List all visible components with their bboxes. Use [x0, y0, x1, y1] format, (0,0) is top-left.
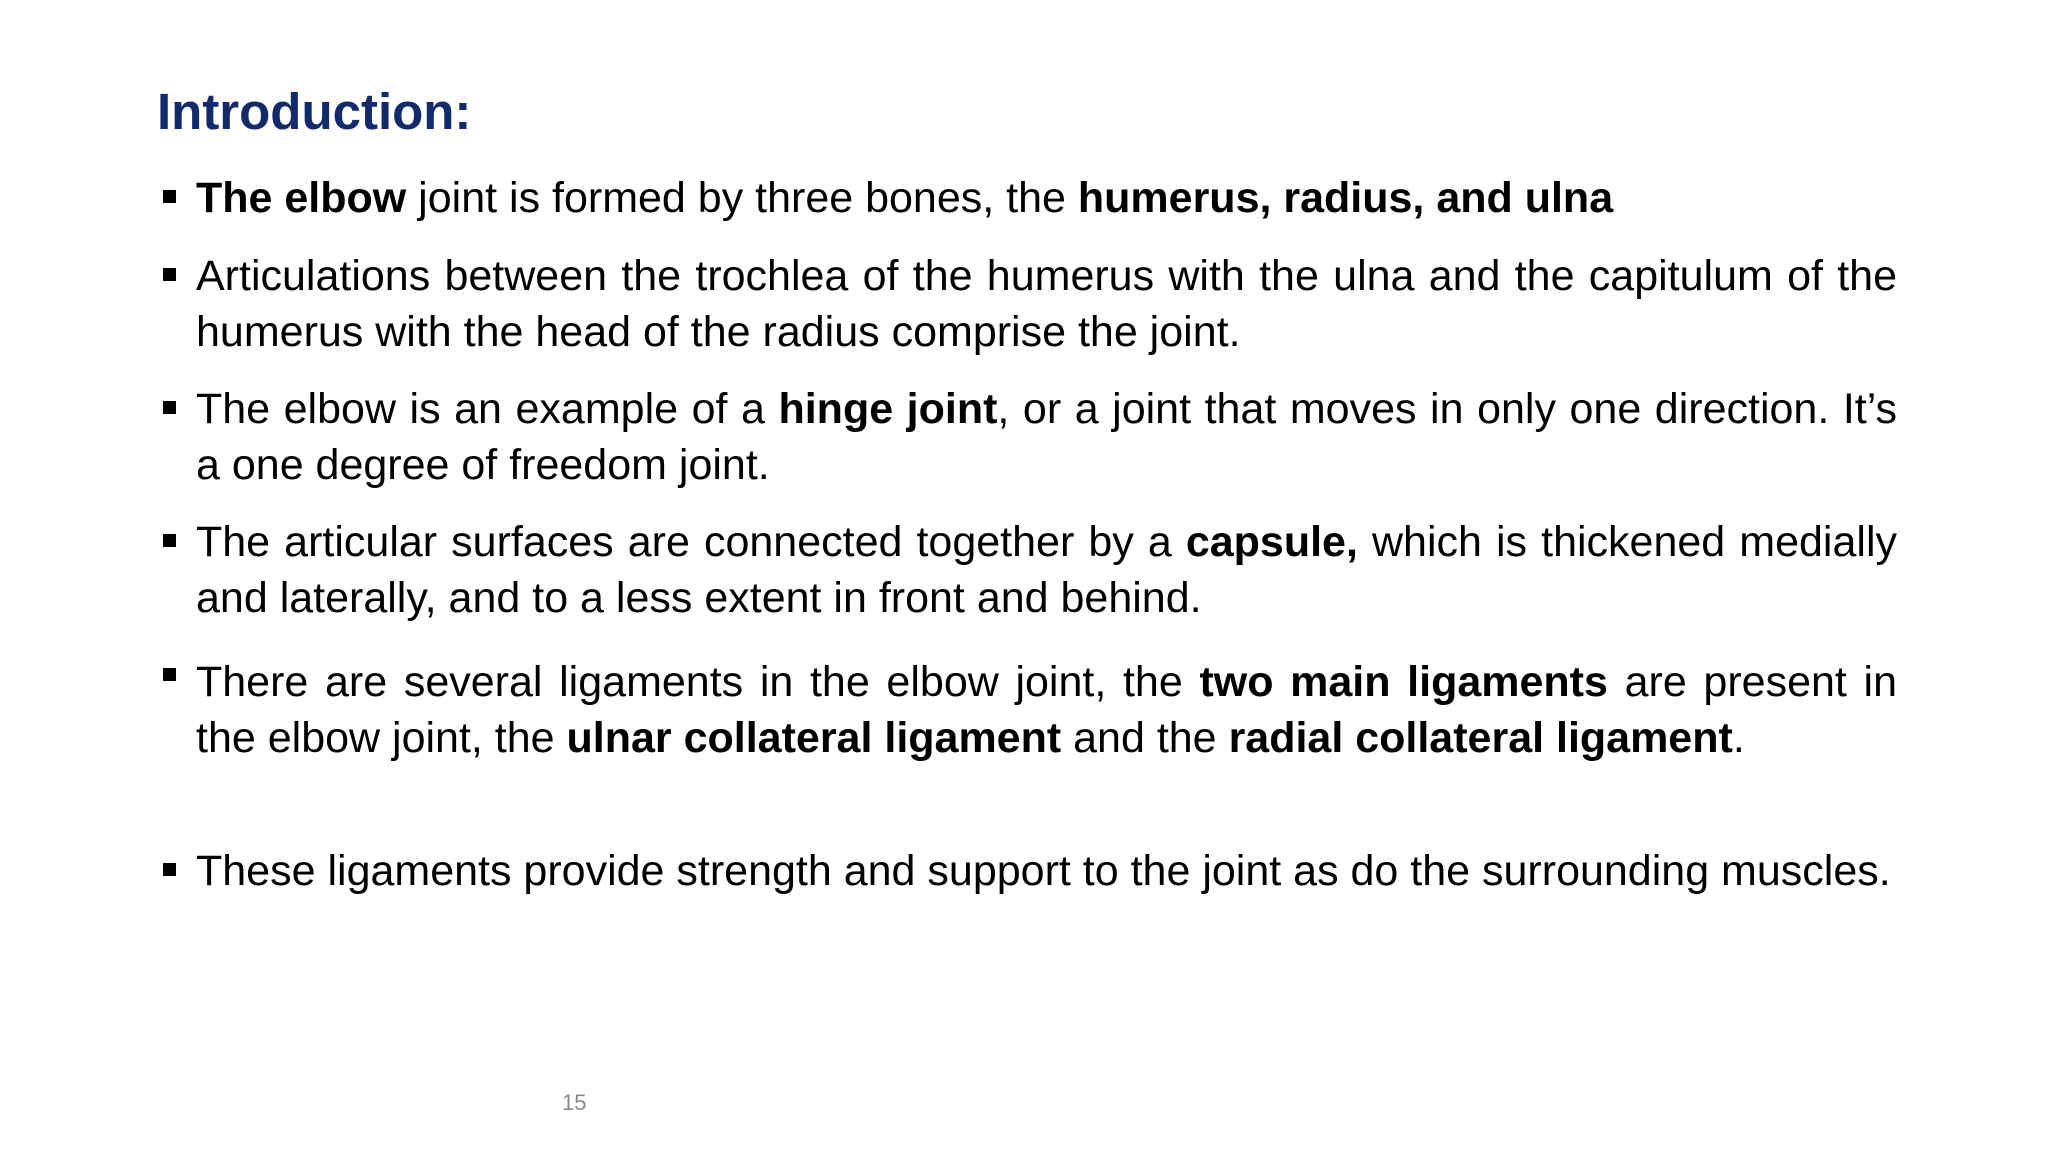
bullet-text — [196, 847, 1891, 895]
square-bullet-icon — [163, 190, 176, 203]
bullet-text — [196, 174, 1613, 222]
bold-text: radial collateral ligament — [1228, 714, 1733, 762]
plain-text: . — [1732, 714, 1745, 762]
plain-text: There are several ligaments in the elbow joint, the — [196, 658, 1200, 706]
slide-title: Introduction: — [157, 83, 472, 140]
plain-text: joint is formed by three bones, the — [406, 174, 1078, 222]
plain-text: Articulations between the trochlea of the humerus with the ulna and the capitulum of the humerus with the head of the radius comprise the joint. — [196, 252, 1897, 356]
bullet-item — [157, 514, 1897, 626]
bullet-text — [196, 658, 1897, 762]
plain-text: The elbow is an example of a — [196, 385, 779, 433]
square-bullet-icon — [163, 863, 176, 876]
bullet-item — [157, 248, 1897, 360]
bold-text: humerus, radius, and ulna — [1077, 174, 1614, 222]
plain-text: are present in the elbow joint, the — [196, 658, 1897, 762]
plain-text: , or a joint that moves in only one direction. It’s a one degree of freedom joint. — [196, 385, 1897, 489]
plain-text: The articular surfaces are connected together by a — [196, 518, 1186, 566]
bullet-text — [196, 518, 1897, 622]
square-bullet-icon — [163, 401, 176, 414]
bold-text: two main ligaments — [1199, 658, 1608, 706]
square-bullet-icon — [163, 534, 176, 547]
bold-text: The elbow — [196, 174, 407, 222]
plain-text: which is thickened medially and laterally, and to a less extent in front and behind. — [196, 518, 1897, 622]
page-number: 15 — [562, 1090, 587, 1115]
square-bullet-icon — [163, 668, 176, 681]
plain-text: and the — [1061, 714, 1229, 762]
bullet-item — [157, 654, 1897, 766]
bold-text: ulnar collateral ligament — [566, 714, 1062, 762]
bold-text: hinge joint — [778, 385, 998, 433]
bullet-item — [157, 843, 1897, 899]
bullet-text — [196, 252, 1897, 356]
bullet-text — [196, 385, 1897, 489]
bold-text: capsule, — [1185, 518, 1358, 566]
bullet-item — [157, 170, 1897, 226]
square-bullet-icon — [163, 268, 176, 281]
bullet-item — [157, 381, 1897, 493]
plain-text: These ligaments provide strength and support to the joint as do the surrounding muscles. — [196, 847, 1891, 895]
